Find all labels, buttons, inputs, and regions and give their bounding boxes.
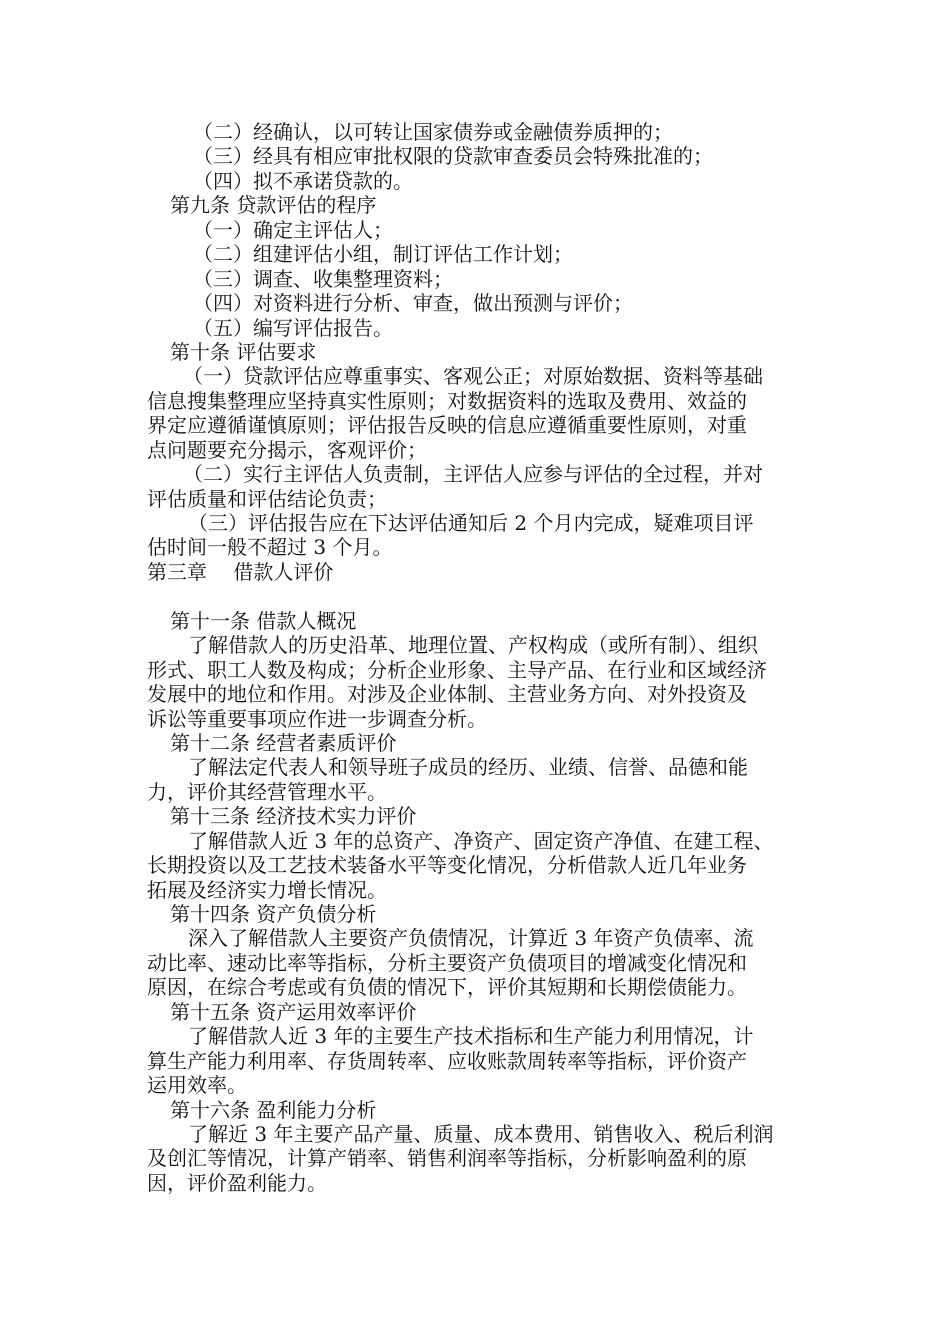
text-line: 第三章 借款人评价: [147, 559, 334, 584]
text-line: 点问题要充分揭示，客观评价；: [147, 437, 427, 462]
text-line: 原因，在综合考虑或有负债的情况下，评价其短期和长期偿债能力。: [147, 975, 747, 1000]
blank-line: [0, 584, 950, 608]
text-line: 第十条 评估要求: [170, 339, 317, 364]
text-line: （三）调查、收集整理资料；: [193, 266, 453, 291]
text-line: 信息搜集整理应坚持真实性原则；对数据资料的选取及费用、效益的: [147, 388, 747, 413]
text-line: 长期投资以及工艺技术装备水平等变化情况，分析借款人近几年业务: [147, 853, 747, 878]
text-line: 第十二条 经营者素质评价: [170, 730, 397, 755]
text-line: 第十五条 资产运用效率评价: [170, 999, 417, 1024]
text-line: （一）贷款评估应尊重事实、客观公正；对原始数据、资料等基础: [183, 364, 763, 389]
text-line: 估时间一般不超过 3 个月。: [147, 535, 393, 560]
text-line: （五）编写评估报告。: [193, 315, 393, 340]
text-line: 运用效率。: [147, 1073, 247, 1098]
text-line: 了解借款人近 3 年的总资产、净资产、固定资产净值、在建工程、: [188, 828, 774, 853]
text-line: 发展中的地位和作用。对涉及企业体制、主营业务方向、对外投资及: [147, 682, 747, 707]
text-line: 了解近 3 年主要产品产量、质量、成本费用、销售收入、税后利润: [188, 1121, 774, 1146]
text-line: 诉讼等重要事项应作进一步调查分析。: [147, 706, 487, 731]
document-page: [0, 120, 950, 1195]
text-line: 深入了解借款人主要资产负债情况，计算近 3 年资产负债率、流: [188, 926, 754, 951]
text-line: 及创汇等情况，计算产销率、销售利润率等指标，分析影响盈利的原: [147, 1146, 747, 1171]
text-line: （三）评估报告应在下达评估通知后 2 个月内完成，疑难项目评: [188, 511, 754, 535]
text-line: （四）对资料进行分析、审查，做出预测与评价；: [193, 291, 633, 316]
text-line: （四）拟不承诺贷款的。: [193, 168, 413, 193]
text-line: （三）经具有相应审批权限的贷款审查委员会特殊批准的；: [193, 144, 713, 169]
text-line: 第十四条 资产负债分析: [170, 902, 377, 926]
text-line: （一）确定主评估人；: [193, 217, 393, 242]
text-line: 动比率、速动比率等指标，分析主要资产负债项目的增减变化情况和: [147, 950, 747, 975]
text-line: 第十一条 借款人概况: [170, 608, 357, 633]
text-line: 第十六条 盈利能力分析: [170, 1097, 377, 1122]
text-line: 了解借款人近 3 年的主要生产技术指标和生产能力利用情况，计: [188, 1024, 754, 1049]
text-line: 第十三条 经济技术实力评价: [170, 804, 417, 829]
text-line: 第九条 贷款评估的程序: [170, 193, 377, 218]
text-line: （二）实行主评估人负责制，主评估人应参与评估的全过程，并对: [183, 462, 763, 487]
text-line: 了解法定代表人和领导班子成员的经历、业绩、信誉、品德和能: [188, 755, 748, 780]
text-line: 评估质量和评估结论负责；: [147, 486, 387, 511]
text-line: （二）组建评估小组，制订评估工作计划；: [193, 242, 573, 267]
text-line: 了解借款人的历史沿革、地理位置、产权构成（或所有制）、组织: [188, 633, 758, 658]
text-line: 形式、职工人数及构成；分析企业形象、主导产品、在行业和区域经济: [147, 657, 767, 682]
text-line: （二）经确认，以可转让国家债券或金融债券质押的；: [193, 120, 673, 144]
text-line: 因，评价盈利能力。: [147, 1170, 327, 1195]
text-line: 算生产能力利用率、存货周转率、应收账款周转率等指标，评价资产: [147, 1048, 747, 1073]
text-line: 拓展及经济实力增长情况。: [147, 877, 387, 902]
text-line: 界定应遵循谨慎原则；评估报告反映的信息应遵循重要性原则，对重: [147, 413, 747, 438]
text-line: 力，评价其经营管理水平。: [147, 779, 387, 804]
